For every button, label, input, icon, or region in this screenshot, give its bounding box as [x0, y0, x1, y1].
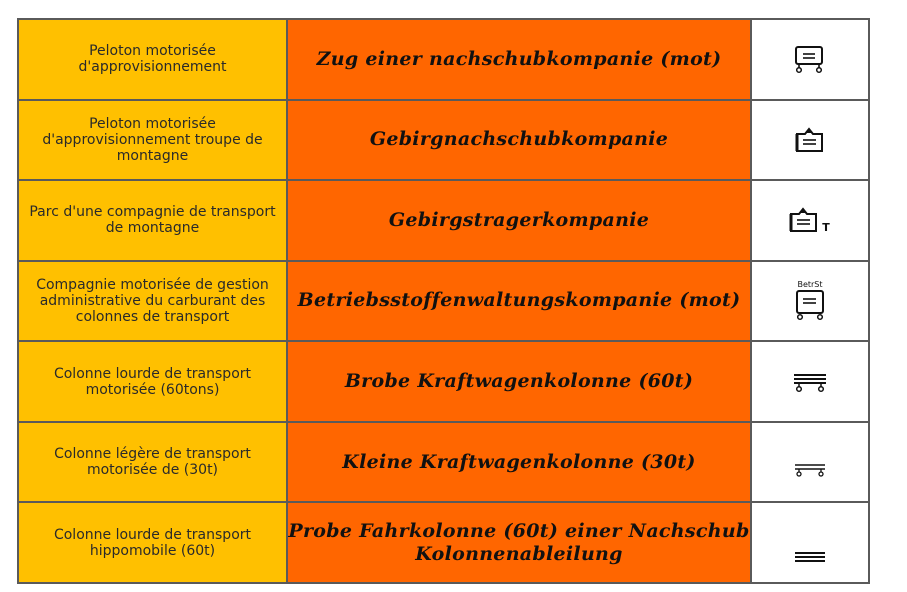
german-name-cell: Zug einer nachschubkompanie (mot): [288, 20, 750, 99]
symbol-cell: [752, 20, 868, 99]
german-name-cell: Kleine Kraftwagenkolonne (30t): [288, 423, 750, 502]
french-name-cell: Colonne légère de transport motorisée de (30t): [19, 423, 286, 502]
symbol-betrst-label: BetrSt: [797, 279, 823, 289]
mountain-box-t-icon: [785, 205, 835, 235]
table-row: [19, 262, 868, 341]
symbol-cell: [752, 262, 868, 341]
table-row: [19, 20, 868, 99]
symbol-cell: [752, 423, 868, 502]
german-name-cell: Betriebsstoffenwaltungskompanie (mot): [288, 262, 750, 341]
german-name-cell: Gebirgstragerkompanie: [288, 181, 750, 260]
french-name-cell: Peloton motorisée d'approvisionnement troupe de montagne: [19, 101, 286, 180]
german-name-cell: Probe Fahrkolonne (60t) einer Nachschub Kolonnenableilung: [288, 503, 750, 582]
french-name-cell: Compagnie motorisée de gestion administrative du carburant des colonnes de transport: [19, 262, 286, 341]
symbol-cell: [752, 101, 868, 180]
symbol-cell: [752, 342, 868, 421]
french-name-cell: Parc d'une compagnie de transport de montagne: [19, 181, 286, 260]
symbol-t-label: T: [822, 221, 830, 235]
french-name-cell: Peloton motorisée d'approvisionnement: [19, 20, 286, 99]
table-row: [19, 423, 868, 502]
light-transport-icon: [790, 457, 830, 481]
heavy-transport-icon: [790, 370, 830, 394]
german-name-cell: Brobe Kraftwagenkolonne (60t): [288, 342, 750, 421]
german-name-cell: Gebirgnachschubkompanie: [288, 101, 750, 180]
symbol-cell: [752, 503, 868, 582]
french-name-cell: Colonne lourde de transport motorisée (60tons): [19, 342, 286, 421]
fuel-truck-icon: [790, 278, 830, 324]
truck-box-icon: [790, 43, 830, 75]
horse-transport-icon: [790, 548, 830, 568]
french-name-cell: Colonne lourde de transport hippomobile (60t): [19, 503, 286, 582]
symbol-cell: [752, 181, 868, 260]
table-row: [19, 101, 868, 180]
table-row: [19, 503, 868, 582]
table-row: [19, 342, 868, 421]
units-table-grid: [17, 18, 870, 584]
table-row: [19, 181, 868, 260]
mountain-box-icon: [790, 125, 830, 155]
units-table: [17, 18, 870, 584]
